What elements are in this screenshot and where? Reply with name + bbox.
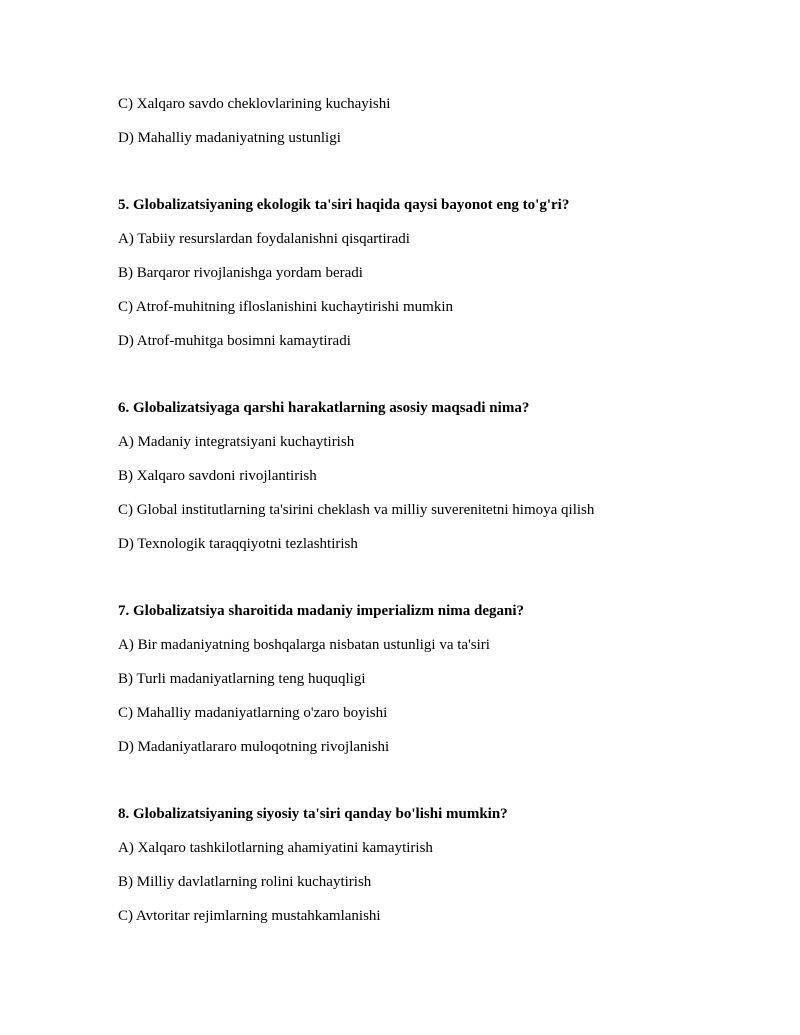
option-text: C) Avtoritar rejimlarning mustahkamlanishi (118, 908, 381, 924)
option-text: B) Milliy davlatlarning rolini kuchaytirish (118, 874, 372, 890)
option-text: C) Global institutlarning ta'sirini cheklash va milliy suverenitetni himoya qilish (118, 502, 595, 518)
option-text: D) Madaniyatlararo muloqotning rivojlanishi (118, 739, 390, 755)
question-text: 6. Globalizatsiyaga qarshi harakatlarning asosiy maqsadi nima? (118, 400, 530, 416)
option-text: A) Xalqaro tashkilotlarning ahamiyatini kamaytirish (118, 840, 433, 856)
question-text: 8. Globalizatsiyaning siyosiy ta'siri qanday bo'lishi mumkin? (118, 806, 508, 822)
question-text: 5. Globalizatsiyaning ekologik ta'siri haqida qaysi bayonot eng to'g'ri? (118, 197, 570, 213)
option-text: C) Atrof-muhitning ifloslanishini kuchaytirishi mumkin (118, 299, 453, 315)
option-text: B) Barqaror rivojlanishga yordam beradi (118, 265, 363, 281)
option-text: A) Tabiiy resurslardan foydalanishni qisqartiradi (118, 231, 410, 247)
option-text: A) Bir madaniyatning boshqalarga nisbatan ustunligi va ta'siri (118, 637, 490, 653)
option-text: A) Madaniy integratsiyani kuchaytirish (118, 434, 355, 450)
question-text: 7. Globalizatsiya sharoitida madaniy imperializm nima degani? (118, 603, 524, 619)
option-text: B) Xalqaro savdoni rivojlantirish (118, 468, 317, 484)
option-text: D) Mahalliy madaniyatning ustunligi (118, 130, 341, 146)
option-text: B) Turli madaniyatlarning teng huquqligi (118, 671, 366, 687)
option-text: D) Texnologik taraqqiyotni tezlashtirish (118, 536, 358, 552)
option-text: C) Xalqaro savdo cheklovlarining kuchayishi (118, 96, 391, 112)
option-text: D) Atrof-muhitga bosimni kamaytiradi (118, 333, 351, 349)
option-text: C) Mahalliy madaniyatlarning o'zaro boyishi (118, 705, 388, 721)
